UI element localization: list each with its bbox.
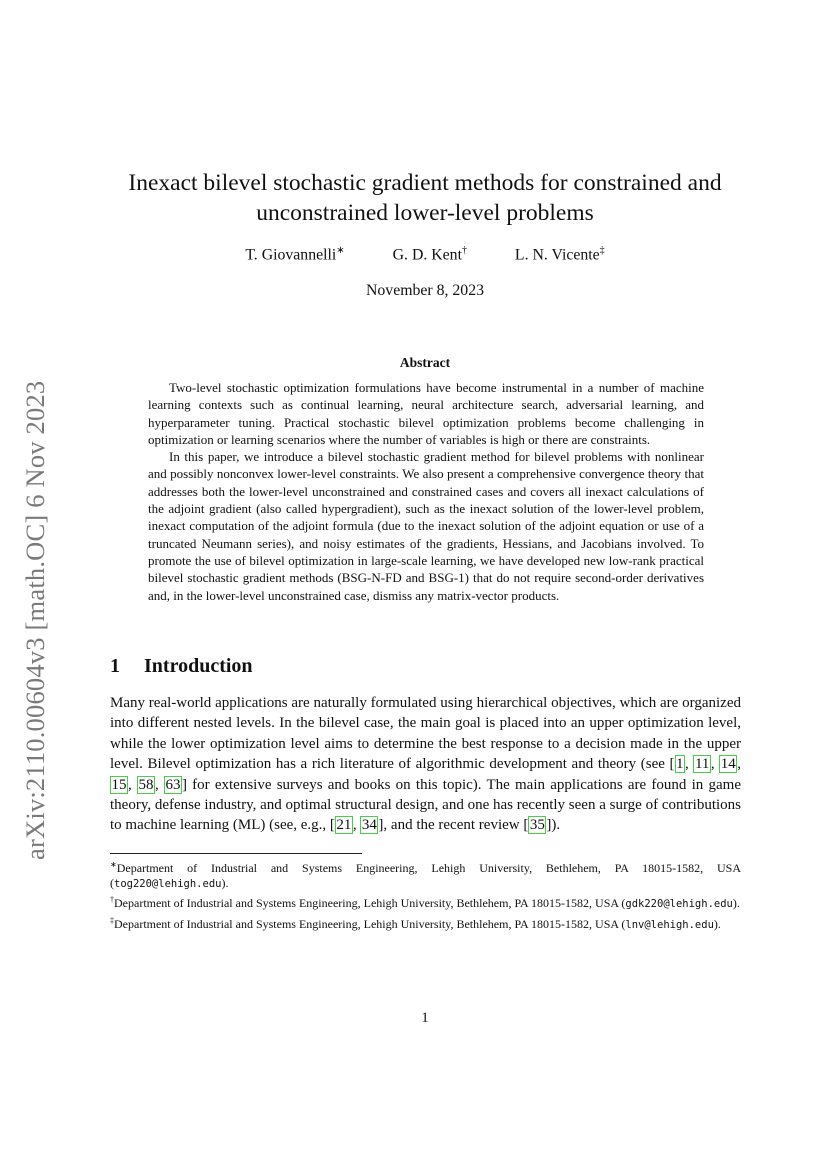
author-vicente (515, 245, 605, 264)
section-title: Introduction (144, 655, 253, 677)
intro-text: ] for extensive surveys and books on this topic). The main applications are found in game theory, defense industry, and optimal structural design, and one has recently seen a surge of contributions to machine learning (ML) (see, e.g., [ (110, 776, 742, 834)
footnote-end: ). (713, 916, 721, 931)
section-number: 1 (110, 655, 120, 677)
introduction-body (110, 693, 741, 836)
footnote-text: Department of Industrial and Systems Engineering, Lehigh University, Bethlehem, PA 18015-1582, USA ( (114, 896, 626, 911)
intro-text: ], and the recent review [ (378, 817, 529, 834)
abstract-paragraph: In this paper, we introduce a bilevel stochastic gradient method for bilevel problems with nonlinear and possibly nonconvex lower-level constraints. We also present a comprehensive convergence theory that addresses both the lower-level unconstrained and constrained cases and covers all inexact calculations of the adjoint gradient (also called hypergradient), such as the inexact solution of the lower-level problem, inexact computation of the adjoint formula (due to the inexact solution of the adjoint equation or use of a truncated Neumann series), and noisy estimates of the gradients, Hessians, and Jacobians involved. To promote the use of bilevel optimization in large-scale learning, we have developed new low-rank practical bilevel stochastic gradient methods (BSG-N-FD and BSG-1) that do not require second-order derivatives and, in the lower-level unconstrained case, dismiss any matrix-vector products. (148, 449, 704, 603)
citation-link[interactable]: 34 (361, 817, 377, 834)
author-footnote-mark[interactable]: ‡ (599, 245, 605, 256)
citation-link[interactable]: 21 (336, 817, 352, 834)
footnote-mark: ∗ (110, 860, 117, 869)
footnote-1 (110, 857, 741, 892)
author-giovannelli (245, 245, 344, 264)
footnote-mark: ‡ (110, 915, 114, 925)
author-footnote-mark[interactable]: † (461, 245, 467, 256)
footnote-2 (110, 892, 741, 912)
title-line-2: unconstrained lower-level problems (256, 200, 594, 226)
citation-link[interactable]: 1 (676, 756, 684, 773)
intro-paragraph: Many real-world applications are naturally formulated using hierarchical objectives, which are organized into different nested levels. In the bilevel case, the main goal is placed into an upper optimization level, while the lower optimization level aims to determine the best response to a decision made in the upper level. Bilevel optimization has a rich literature of algorithmic development and theory (see [ 1 , 11 , 14 , 15 , 58 , 63 ] for extensive surveys and books on this topic). The main applications are found in game theory, defense industry, and optimal structural design, and one has recently seen a surge of contributions to machine learning (ML) (see, e.g., [ 21 , 34 ], and the recent review [ 35 ]). (110, 695, 742, 834)
author-list (100, 245, 750, 264)
email-link[interactable]: lnv@lehigh.edu (625, 918, 714, 931)
citation-link[interactable]: 63 (165, 776, 181, 793)
citation-link[interactable]: 35 (529, 817, 545, 834)
author-name: L. N. Vicente (514, 246, 600, 264)
footnote-text: Department of Industrial and Systems Engineering, Lehigh University, Bethlehem, PA 18015-1582, USA ( (110, 861, 741, 891)
page-number: 1 (421, 1010, 429, 1026)
intro-text: ]). (546, 817, 561, 834)
footnotes (110, 857, 741, 933)
footnote-rule (110, 853, 362, 854)
citation-link[interactable]: 58 (138, 776, 154, 793)
section-heading (110, 655, 253, 678)
author-footnote-mark[interactable]: ∗ (336, 245, 345, 256)
arxiv-identifier-stamp: arXiv:2110.00604v3 [math.OC] 6 Nov 2023 (20, 380, 50, 860)
citation-link[interactable]: 11 (694, 756, 710, 773)
footnote-mark: † (110, 895, 114, 905)
title-line-1: Inexact bilevel stochastic gradient methods for constrained and (128, 170, 722, 196)
abstract-paragraph: Two-level stochastic optimization formulations have become instrumental in a number of machine learning contexts such as continual learning, neural architecture search, adversarial learning, and hyperparameter tuning. Practical stochastic bilevel optimization problems become challenging in optimization or learning scenarios where the number of variables is high or there are constraints. (148, 380, 704, 447)
intro-text: Many real-world applications are naturally formulated using hierarchical objectives, which are organized into different nested levels. In the bilevel case, the main goal is placed into an upper optimization level, while the lower optimization level aims to determine the best response to a decision made in the upper level. Bilevel optimization has a rich literature of algorithmic development and theory (see [ (110, 695, 741, 773)
footnote-end: ). (221, 876, 229, 891)
footnote-end: ). (732, 896, 740, 911)
footnote-text: Department of Industrial and Systems Engineering, Lehigh University, Bethlehem, PA 18015-1582, USA ( (114, 916, 626, 931)
abstract-body (148, 379, 704, 604)
abstract-heading: Abstract (399, 355, 451, 370)
author-kent (393, 245, 467, 264)
footnote-3 (110, 913, 741, 933)
author-name: T. Giovannelli (245, 246, 337, 264)
citation-link[interactable]: 14 (720, 756, 736, 773)
paper-date: November 8, 2023 (365, 282, 484, 299)
paper-title (100, 168, 750, 228)
email-link[interactable]: gdk220@lehigh.edu (625, 898, 733, 911)
author-name: G. D. Kent (392, 246, 462, 264)
citation-link[interactable]: 15 (111, 776, 127, 793)
email-link[interactable]: tog220@lehigh.edu (114, 878, 222, 891)
